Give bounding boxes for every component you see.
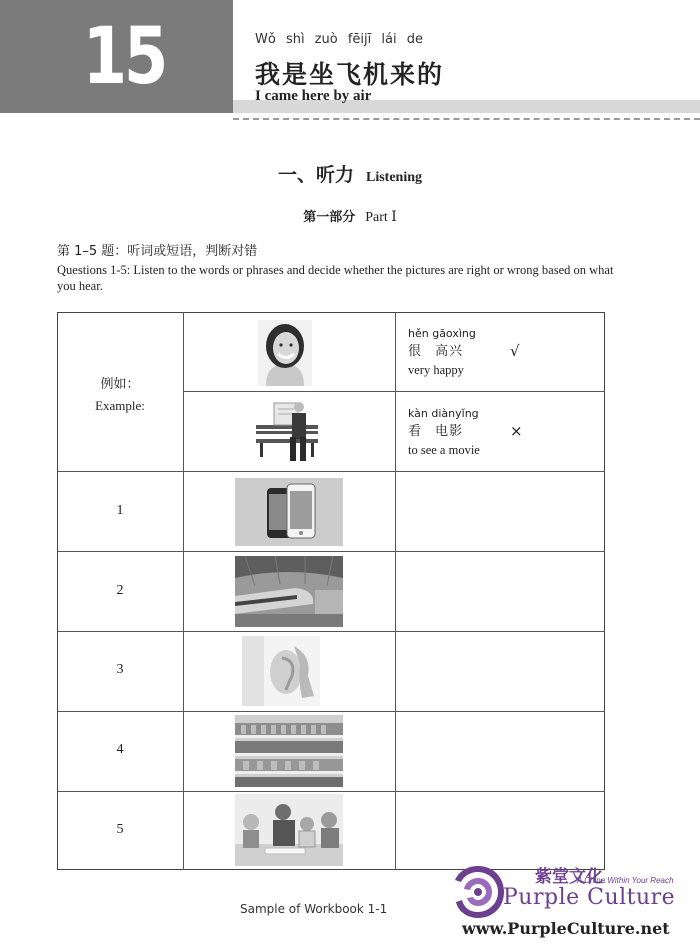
example-hanzi: 看 电影 bbox=[408, 424, 464, 439]
item-number: 3 bbox=[116, 662, 124, 677]
table-row-divider bbox=[57, 631, 605, 632]
lesson-number: 15 bbox=[82, 11, 166, 102]
lesson-title-english: I came here by air bbox=[255, 88, 372, 104]
table-col-divider bbox=[183, 312, 184, 870]
part-title-english: Part Ⅰ bbox=[365, 210, 397, 225]
part-title-chinese: 第一部分 bbox=[303, 210, 356, 225]
footer-caption: Sample of Workbook 1-1 bbox=[240, 902, 388, 916]
questions-instruction-chinese: 第 1–5 题：听词或短语，判断对错 bbox=[57, 244, 258, 259]
lesson-title-pinyin: Wǒ shì zuò fēijī lái de bbox=[255, 32, 423, 47]
table-row-divider bbox=[183, 391, 605, 392]
ear-listening-photo bbox=[242, 636, 320, 706]
smartphones-photo bbox=[235, 478, 343, 546]
lesson-title-chinese: 我是坐飞机来的 bbox=[255, 60, 445, 89]
example-label-chinese: 例如： bbox=[100, 377, 140, 392]
high-speed-train-photo bbox=[235, 556, 343, 627]
example-label bbox=[57, 374, 183, 416]
section-title bbox=[0, 160, 700, 187]
supermarket-shelves-photo bbox=[235, 715, 343, 787]
purple-culture-logo-icon bbox=[448, 862, 508, 922]
brand-url: www.PurpleCulture.net bbox=[462, 919, 670, 938]
man-reading-newspaper-photo bbox=[252, 397, 322, 465]
example-pinyin: kàn diànyǐng bbox=[408, 407, 479, 420]
brand-tagline: A China Within Your Reach bbox=[577, 876, 674, 885]
table-row-divider bbox=[57, 711, 605, 712]
item-number: 1 bbox=[116, 503, 124, 518]
example-label-english: Example: bbox=[95, 398, 145, 413]
item-number: 5 bbox=[116, 822, 124, 837]
example-english: very happy bbox=[408, 363, 464, 377]
header-divider bbox=[233, 118, 700, 120]
item-number: 2 bbox=[116, 583, 124, 598]
item-number: 4 bbox=[116, 742, 124, 757]
example-pinyin: hěn gāoxìng bbox=[408, 327, 476, 340]
part-title bbox=[0, 206, 700, 226]
section-title-english: Listening bbox=[366, 170, 423, 185]
table-row-divider bbox=[57, 791, 605, 792]
example-answer-1 bbox=[408, 325, 476, 379]
section-title-chinese: 一、听力 bbox=[277, 164, 354, 186]
cross-mark: × bbox=[510, 422, 523, 440]
example-hanzi: 很 高兴 bbox=[408, 344, 464, 359]
brand-name: Purple Culture bbox=[503, 885, 676, 910]
check-mark: √ bbox=[510, 342, 520, 360]
questions-instruction-english: Questions 1-5: Listen to the words or phrases and decide whether the pictures are right or wrong based on what you hear. bbox=[57, 263, 614, 293]
children-classroom-photo bbox=[235, 794, 343, 866]
table-row-divider bbox=[57, 471, 605, 472]
example-english: to see a movie bbox=[408, 443, 480, 457]
example-answer-2 bbox=[408, 405, 480, 459]
smiling-woman-photo bbox=[258, 320, 312, 386]
table-row-divider bbox=[57, 551, 605, 552]
brand-chinese-name: 紫堂文化 bbox=[535, 867, 603, 887]
table-col-divider bbox=[395, 312, 396, 870]
